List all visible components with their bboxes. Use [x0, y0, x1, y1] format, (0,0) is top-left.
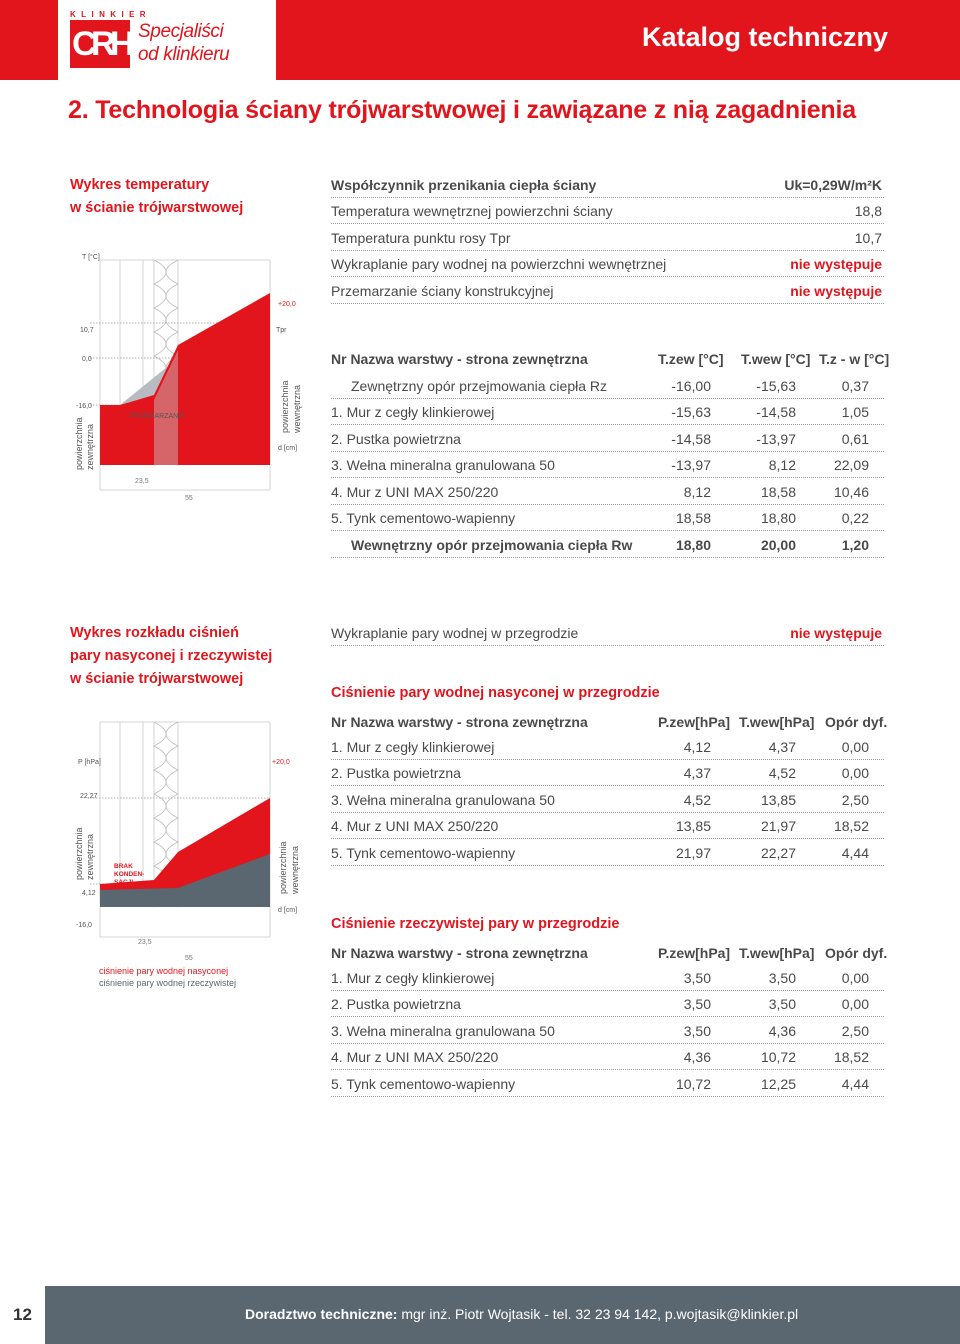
cell-name: 3. Wełna mineralna granulowana 50 [331, 457, 555, 474]
label-plus20: +20,0 [272, 759, 290, 766]
cell-name: 2. Pustka powietrzna [331, 765, 461, 782]
cell-value: 3,50 [768, 996, 796, 1013]
property-row [331, 172, 884, 198]
cell-value: 10,72 [760, 1049, 796, 1066]
cell-value: 3,50 [683, 970, 711, 986]
header-cell: T.wew[hPa] [739, 714, 815, 730]
header-cell: Opór dyf. [825, 945, 888, 961]
cell-value: 3,50 [768, 970, 796, 986]
footer-label: Doradztwo techniczne: [245, 1306, 398, 1322]
brak-label-3: SACJI [114, 879, 134, 886]
table-row [331, 505, 884, 531]
table-row [331, 399, 884, 425]
cell-value: 4,52 [768, 765, 796, 782]
cell-value: 0,61 [841, 430, 869, 447]
property-value: 18,8 [854, 203, 882, 219]
cell-value: 22,27 [760, 844, 796, 861]
property-value: nie występuje [790, 283, 882, 299]
property-label: Temperatura wewnętrznej powierzchni ściany [331, 203, 613, 219]
cell-value: 4,36 [683, 1049, 711, 1066]
t-axis-label: T [°C] [82, 254, 100, 261]
cell-name: 4. Mur z UNI MAX 250/220 [331, 1049, 499, 1066]
header-cell: Opór dyf. [825, 714, 888, 730]
dim-235: 23,5 [135, 478, 149, 485]
outer-surface-label-2: zewnętrzna [85, 833, 95, 880]
pressure-diagram [60, 712, 320, 997]
cell-value: 0,00 [841, 739, 869, 755]
table-row [331, 426, 884, 452]
cell-value: -13,97 [756, 430, 796, 447]
cell-value: 4,44 [841, 844, 869, 861]
cell-value: 18,58 [675, 510, 711, 526]
table-row [331, 373, 884, 399]
outer-surface-label-1: powierzchnia [74, 827, 84, 880]
label-107: 10,7 [80, 327, 94, 334]
saturated-table-header [331, 709, 891, 735]
table-total-row [331, 532, 884, 558]
inner-surface-label-1: powierzchnia [280, 380, 290, 433]
dim-55: 55 [185, 955, 193, 962]
cell-name: 2. Pustka powietrzna [331, 430, 461, 447]
cell-value: 21,97 [760, 818, 796, 835]
legend-saturated: ciśnienie pary wodnej nasyconej [99, 966, 229, 976]
cell-value: 18,52 [833, 1049, 869, 1066]
table-row [331, 1018, 884, 1044]
cell-name: 5. Tynk cementowo-wapienny [331, 844, 516, 861]
header-cell: T.wew[hPa] [739, 945, 815, 961]
cell-value: 0,00 [841, 970, 869, 986]
table-row [331, 813, 884, 839]
cell-value: 2,50 [841, 1022, 869, 1039]
temperature-table-header [331, 346, 891, 372]
cell-value: 4,37 [683, 765, 711, 782]
logo-word: KLINKIER [70, 10, 151, 19]
section-title: 2. Technologia ściany trójwarstwowej i zawiązane z nią zagadnienia [68, 96, 856, 124]
cell-value: 0,22 [841, 510, 869, 526]
temperature-chart-title [70, 174, 243, 220]
table-row [331, 787, 884, 813]
outer-surface-label-1: powierzchnia [74, 417, 84, 470]
temperature-diagram [60, 240, 320, 515]
brand-logo [58, 0, 276, 80]
table-row [331, 479, 884, 505]
table-row [331, 760, 884, 786]
actual-table-header [331, 940, 891, 966]
cell-value: 4,37 [768, 739, 796, 755]
table-row [331, 965, 884, 991]
label-tpr: Tpr [276, 327, 287, 334]
cell-value: -14,58 [671, 430, 711, 447]
property-value: nie występuje [790, 256, 882, 272]
cell-name: 3. Wełna mineralna granulowana 50 [331, 791, 555, 808]
cell-value: 18,80 [760, 510, 796, 526]
logo-letter-3: H [110, 25, 135, 63]
header-cell: T.zew [°C] [658, 351, 724, 367]
label-przemarzanie: PRZEMARZANIE [130, 413, 185, 420]
logo-letter-1: C [72, 25, 97, 63]
cell-value: 3,50 [683, 996, 711, 1013]
header-cell: Nr Nazwa warstwy - strona zewnętrzna [331, 714, 588, 730]
cell-value: -16,00 [671, 378, 711, 394]
property-label: Temperatura punktu rosy Tpr [331, 230, 511, 246]
table-row [331, 840, 884, 866]
logo-mark [70, 20, 135, 68]
total-value: 1,20 [841, 537, 869, 553]
cell-name: 1. Mur z cegły klinkierowej [331, 739, 495, 755]
cell-value: 13,85 [760, 791, 796, 808]
cell-value: 18,52 [833, 818, 869, 835]
legend-actual: ciśnienie pary wodnej rzeczywistej [99, 978, 237, 988]
header-cell: P.zew[hPa] [658, 714, 731, 730]
table-row [331, 1071, 884, 1097]
cell-name: 2. Pustka powietrzna [331, 996, 461, 1013]
actual-table-title: Ciśnienie rzeczywistej pary w przegrodzie [331, 916, 620, 932]
title-line: w ścianie trójwarstwowej [70, 671, 244, 687]
cell-value: 10,46 [833, 483, 869, 500]
footer-contact-details: mgr inż. Piotr Wojtasik - tel. 32 23 94 142, p.wojtasik@klinkier.pl [401, 1306, 799, 1322]
label-m16: -16,0 [76, 403, 92, 410]
title-line: w ścianie trójwarstwowej [70, 200, 244, 216]
inner-surface-label-2: wewnętrzna [292, 384, 302, 433]
table-row [331, 734, 884, 760]
total-label: Wewnętrzny opór przejmowania ciepła Rw [351, 537, 633, 553]
saturated-table-title: Ciśnienie pary wodnej nasyconej w przegrodzie [331, 685, 660, 701]
condensation-label: Wykraplanie pary wodnej w przegrodzie [331, 625, 579, 641]
tagline-line-2: od klinkieru [138, 44, 230, 65]
p-axis-label: P [hPa] [78, 759, 101, 766]
logo-letter-2: R [91, 25, 116, 63]
cell-value: 3,50 [683, 1022, 711, 1039]
property-value: Uk=0,29W/m²K [784, 177, 882, 193]
cell-value: 1,05 [841, 404, 869, 421]
condensation-row [331, 620, 884, 646]
table-row [331, 991, 884, 1017]
label-00: 0,0 [82, 356, 92, 363]
tagline-line-1: Specjaliści [138, 21, 224, 42]
title-line: Wykres temperatury [70, 177, 210, 193]
total-value: 20,00 [760, 537, 796, 553]
page-header [0, 0, 960, 80]
cell-value: 8,12 [768, 457, 796, 474]
cell-value: 22,09 [833, 457, 869, 474]
cell-name: 5. Tynk cementowo-wapienny [331, 510, 516, 526]
cell-name: Zewnętrzny opór przejmowania ciepła Rz [351, 378, 607, 394]
property-row [331, 251, 884, 277]
cell-value: -13,97 [671, 457, 711, 474]
d-cm-label: d [cm] [278, 907, 298, 914]
inner-surface-label-2: wewnętrzna [290, 845, 300, 894]
cell-value: 0,00 [841, 765, 869, 782]
property-label: Przemarzanie ściany konstrukcyjnej [331, 283, 554, 299]
cell-value: 4,52 [683, 791, 711, 808]
header-cell: T.z - w [°C] [819, 351, 890, 367]
property-label: Współczynnik przenikania ciepła ściany [331, 177, 597, 193]
cell-value: 8,12 [683, 483, 711, 500]
cell-value: 0,37 [841, 378, 869, 394]
cell-value: 12,25 [760, 1075, 796, 1092]
property-label: Wykraplanie pary wodnej na powierzchni wewnętrznej [331, 256, 667, 272]
dim-55: 55 [185, 495, 193, 502]
inner-surface-label-1: powierzchnia [278, 841, 288, 894]
title-line: Wykres rozkładu ciśnień [70, 625, 239, 641]
cell-name: 4. Mur z UNI MAX 250/220 [331, 483, 499, 500]
cell-value: 10,72 [675, 1075, 711, 1092]
table-row [331, 1044, 884, 1070]
header-cell: P.zew[hPa] [658, 945, 731, 961]
cell-value: 4,44 [841, 1075, 869, 1092]
cell-name: 5. Tynk cementowo-wapienny [331, 1075, 516, 1092]
property-row [331, 278, 884, 304]
condensation-value: nie występuje [790, 625, 882, 641]
cell-value: -14,58 [756, 404, 796, 421]
cell-name: 1. Mur z cegły klinkierowej [331, 970, 495, 986]
property-row [331, 225, 884, 251]
title-line: pary nasyconej i rzeczywistej [70, 648, 273, 664]
dim-235: 23,5 [138, 939, 152, 946]
label-2227: 22,27 [80, 793, 98, 800]
outer-surface-label-2: zewnętrzna [85, 423, 95, 470]
brak-label-2: KONDEN- [114, 871, 145, 878]
cell-value: 4,36 [768, 1022, 796, 1039]
table-row [331, 452, 884, 478]
footer-contact [245, 1306, 798, 1322]
property-row [331, 198, 884, 224]
label-plus20: +20,0 [278, 301, 296, 308]
d-cm-label: d [cm] [278, 445, 298, 452]
label-m16: -16,0 [76, 922, 92, 929]
cell-name: 3. Wełna mineralna granulowana 50 [331, 1022, 555, 1039]
cell-value: -15,63 [756, 378, 796, 394]
property-value: 10,7 [854, 230, 882, 246]
label-412: 4,12 [82, 890, 96, 897]
cell-name: 4. Mur z UNI MAX 250/220 [331, 818, 499, 835]
cell-value: 13,85 [675, 818, 711, 835]
header-cell: Nr Nazwa warstwy - strona zewnętrzna [331, 945, 588, 961]
brak-label-1: BRAK [114, 863, 133, 870]
catalog-title: Katalog techniczny [641, 22, 888, 52]
header-cell: T.wew [°C] [741, 351, 811, 367]
header-cell: Nr Nazwa warstwy - strona zewnętrzna [331, 351, 588, 367]
cell-name: 1. Mur z cegły klinkierowej [331, 404, 495, 421]
cell-value: -15,63 [671, 404, 711, 421]
cell-value: 18,58 [760, 483, 796, 500]
cell-value: 21,97 [675, 844, 711, 861]
logo-tagline [138, 20, 274, 66]
pressure-chart-title [70, 622, 272, 691]
total-value: 18,80 [675, 537, 711, 553]
cell-value: 0,00 [841, 996, 869, 1013]
cell-value: 4,12 [683, 739, 711, 755]
cell-value: 2,50 [841, 791, 869, 808]
page-number: 12 [0, 1286, 45, 1344]
